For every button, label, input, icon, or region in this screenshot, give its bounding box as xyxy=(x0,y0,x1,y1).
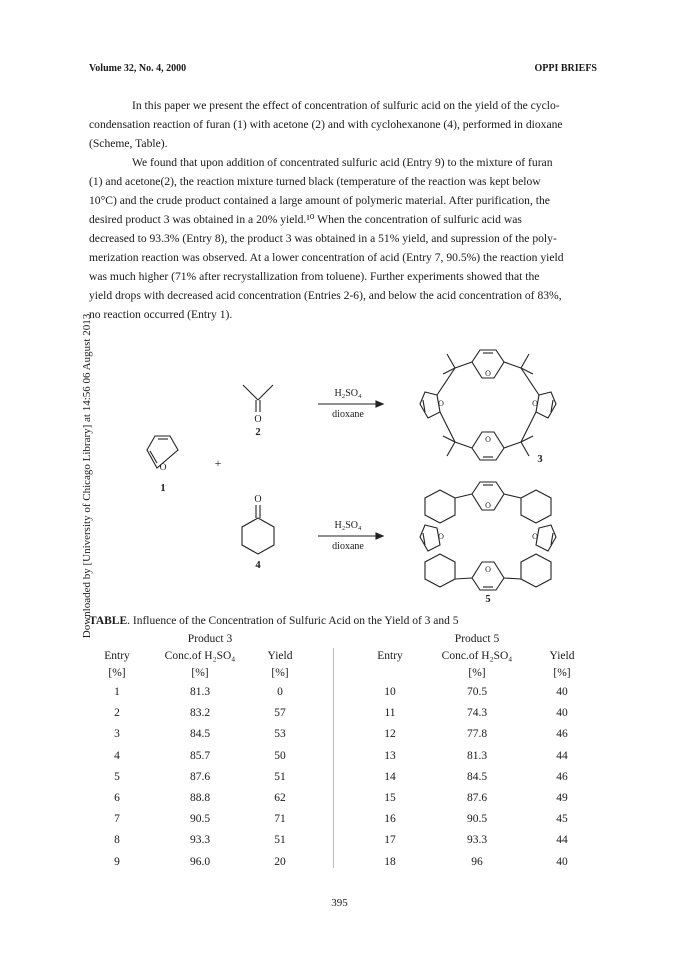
table-cell: 13 xyxy=(384,749,396,762)
paragraph-findings xyxy=(89,153,597,324)
table-cell: 90.5 xyxy=(466,813,488,826)
col-header-conc: Conc.of H₂SO₄ xyxy=(441,650,513,662)
cyclohexanone-structure xyxy=(242,505,274,554)
running-header-journal: OPPI BRIEFS xyxy=(534,63,597,74)
table-cell: 45 xyxy=(556,813,568,826)
atom-o: O xyxy=(532,532,538,541)
table-cell: 46 xyxy=(556,770,568,783)
col-header-conc: Conc.of H₂SO₄ xyxy=(164,650,236,662)
table-cell: 18 xyxy=(384,855,396,868)
atom-o: O xyxy=(438,532,444,541)
text-line: yield drops with decreased acid concentration (Entries 2-6), and below the acid concentration of 83%, xyxy=(89,289,562,302)
label-product-5: 5 xyxy=(485,594,491,605)
table-cell: 3 xyxy=(114,728,120,741)
table-cell: 10 xyxy=(384,686,396,698)
table-cell: 17 xyxy=(384,834,396,847)
col-header-yield: Yield xyxy=(549,650,575,662)
table-cell: 9 xyxy=(114,855,120,868)
table-cell: 44 xyxy=(556,834,568,847)
label-acetone: 2 xyxy=(255,427,261,438)
acetone-structure xyxy=(243,385,273,412)
table-cell: 11 xyxy=(384,707,396,720)
table-cell: 50 xyxy=(274,749,286,762)
table-cell: 15 xyxy=(384,792,396,804)
table-cell: 40 xyxy=(556,707,568,720)
reaction-scheme xyxy=(0,340,679,610)
table-cell: 12 xyxy=(384,728,396,741)
text-line: was much higher (71% after recrystallization from toluene). Further experiments showed that the xyxy=(89,270,540,283)
table-cell: 70.5 xyxy=(466,686,488,698)
download-side-note: Downloaded by [University of Chicago Library] at 14:56 06 August 2013 xyxy=(81,313,93,639)
table-cell: 87.6 xyxy=(189,770,211,783)
col-header-entry: Entry xyxy=(104,650,130,662)
table-cell: 81.3 xyxy=(466,749,488,762)
table-caption-text: . Influence of the Concentration of Sulfuric Acid on the Yield of 3 and 5 xyxy=(127,615,459,627)
text-line: decreased to 93.3% (Entry 8), the product 3 was obtained in a 51% yield, and supression of the poly- xyxy=(89,232,557,245)
atom-o: O xyxy=(438,399,444,408)
group-header-product-3: Product 3 xyxy=(187,633,233,645)
table-cell: 20 xyxy=(274,855,286,868)
table-cell: 93.3 xyxy=(466,834,488,847)
table-cell: 96.0 xyxy=(189,855,211,868)
text-line: We found that upon addition of concentrated sulfuric acid (Entry 9) to the mixture of furan xyxy=(132,156,553,169)
text-line: condensation reaction of furan (1) with acetone (2) and with cyclohexanone (4), performed in dioxane xyxy=(89,118,563,131)
table-cell: 40 xyxy=(556,686,568,698)
table-cell: 62 xyxy=(274,792,286,804)
text-line: desired product 3 was obtained in a 20% yield.¹⁰ When the concentration of sulfuric acid was xyxy=(89,213,522,226)
label-furan: 1 xyxy=(160,483,166,494)
solvent-bottom: dioxane xyxy=(332,541,364,552)
atom-o: O xyxy=(485,565,491,574)
table-cell: 1 xyxy=(114,686,120,698)
table-cell: 96 xyxy=(471,855,483,868)
table-cell: 77.8 xyxy=(466,728,488,741)
page-number: 395 xyxy=(331,897,348,909)
solvent-top: dioxane xyxy=(332,409,364,420)
running-header-volume: Volume 32, No. 4, 2000 xyxy=(89,63,187,74)
table-cell: 40 xyxy=(556,855,568,868)
table-cell: 8 xyxy=(114,834,120,847)
text-line: (1) and acetone(2), the reaction mixture turned black (temperature of the reaction was kept below xyxy=(89,175,541,188)
col-header-yield: Yield xyxy=(267,650,293,662)
table-caption xyxy=(89,615,459,627)
table-cell: 84.5 xyxy=(189,728,211,741)
paragraph-intro xyxy=(89,96,597,153)
table-cell: 71 xyxy=(274,813,286,826)
table-cell: 53 xyxy=(274,728,286,741)
label-product-3: 3 xyxy=(537,454,543,465)
text-line: 10°C) and the crude product contained a large amount of polymeric material. After purification, the xyxy=(89,194,550,207)
acetone-oxygen: O xyxy=(254,414,262,425)
table-cell: 81.3 xyxy=(189,686,211,698)
table-cell: 93.3 xyxy=(189,834,211,847)
table-cell: 51 xyxy=(274,834,286,847)
reagent-top: H₂SO₄ xyxy=(334,388,362,399)
col-header-entry: Entry xyxy=(377,650,403,662)
unit-label: [%] xyxy=(271,667,289,679)
table-cell: 84.5 xyxy=(466,770,488,783)
table-cell: 2 xyxy=(114,707,120,720)
table-cell: 46 xyxy=(556,728,568,741)
table-cell: 88.8 xyxy=(189,792,211,804)
cyclohexanone-oxygen: O xyxy=(254,494,262,505)
table-cell: 5 xyxy=(114,770,120,783)
unit-label: [%] xyxy=(191,667,209,679)
label-cyclohexanone: 4 xyxy=(255,560,261,571)
unit-label: [%] xyxy=(468,667,486,679)
table-cell: 57 xyxy=(274,707,286,720)
table-cell: 49 xyxy=(556,792,568,804)
table-divider xyxy=(333,648,334,868)
plus-sign: + xyxy=(214,456,222,470)
atom-o: O xyxy=(485,369,491,378)
table-cell: 6 xyxy=(114,792,120,804)
table-cell: 51 xyxy=(274,770,286,783)
table-cell: 44 xyxy=(556,749,568,762)
table-cell: 0 xyxy=(277,686,283,698)
text-line: In this paper we present the effect of concentration of sulfuric acid on the yield of the cyclo- xyxy=(132,99,560,112)
unit-label: [%] xyxy=(108,667,126,679)
table-cell: 7 xyxy=(114,813,120,826)
table-cell: 74.3 xyxy=(466,707,488,720)
reagent-bottom: H₂SO₄ xyxy=(334,520,362,531)
text-line: (Scheme, Table). xyxy=(89,137,168,150)
atom-o: O xyxy=(532,399,538,408)
unit-label: [%] xyxy=(553,667,571,679)
table-caption-label: TABLE xyxy=(89,615,128,627)
table-cell: 90.5 xyxy=(189,813,211,826)
text-line: merization reaction was observed. At a lower concentration of acid (Entry 7, 90.5%) the reaction yield xyxy=(89,251,564,264)
table-cell: 83.2 xyxy=(189,707,211,720)
group-header-product-5: Product 5 xyxy=(454,633,500,645)
table-cell: 87.6 xyxy=(466,792,488,804)
text-line: no reaction occurred (Entry 1). xyxy=(89,308,233,321)
atom-o: O xyxy=(485,501,491,510)
atom-o: O xyxy=(485,435,491,444)
table-cell: 14 xyxy=(384,770,396,783)
furan-oxygen: O xyxy=(159,463,167,473)
table-cell: 4 xyxy=(114,749,120,762)
table-cell: 85.7 xyxy=(189,749,211,762)
table-cell: 16 xyxy=(384,813,396,826)
